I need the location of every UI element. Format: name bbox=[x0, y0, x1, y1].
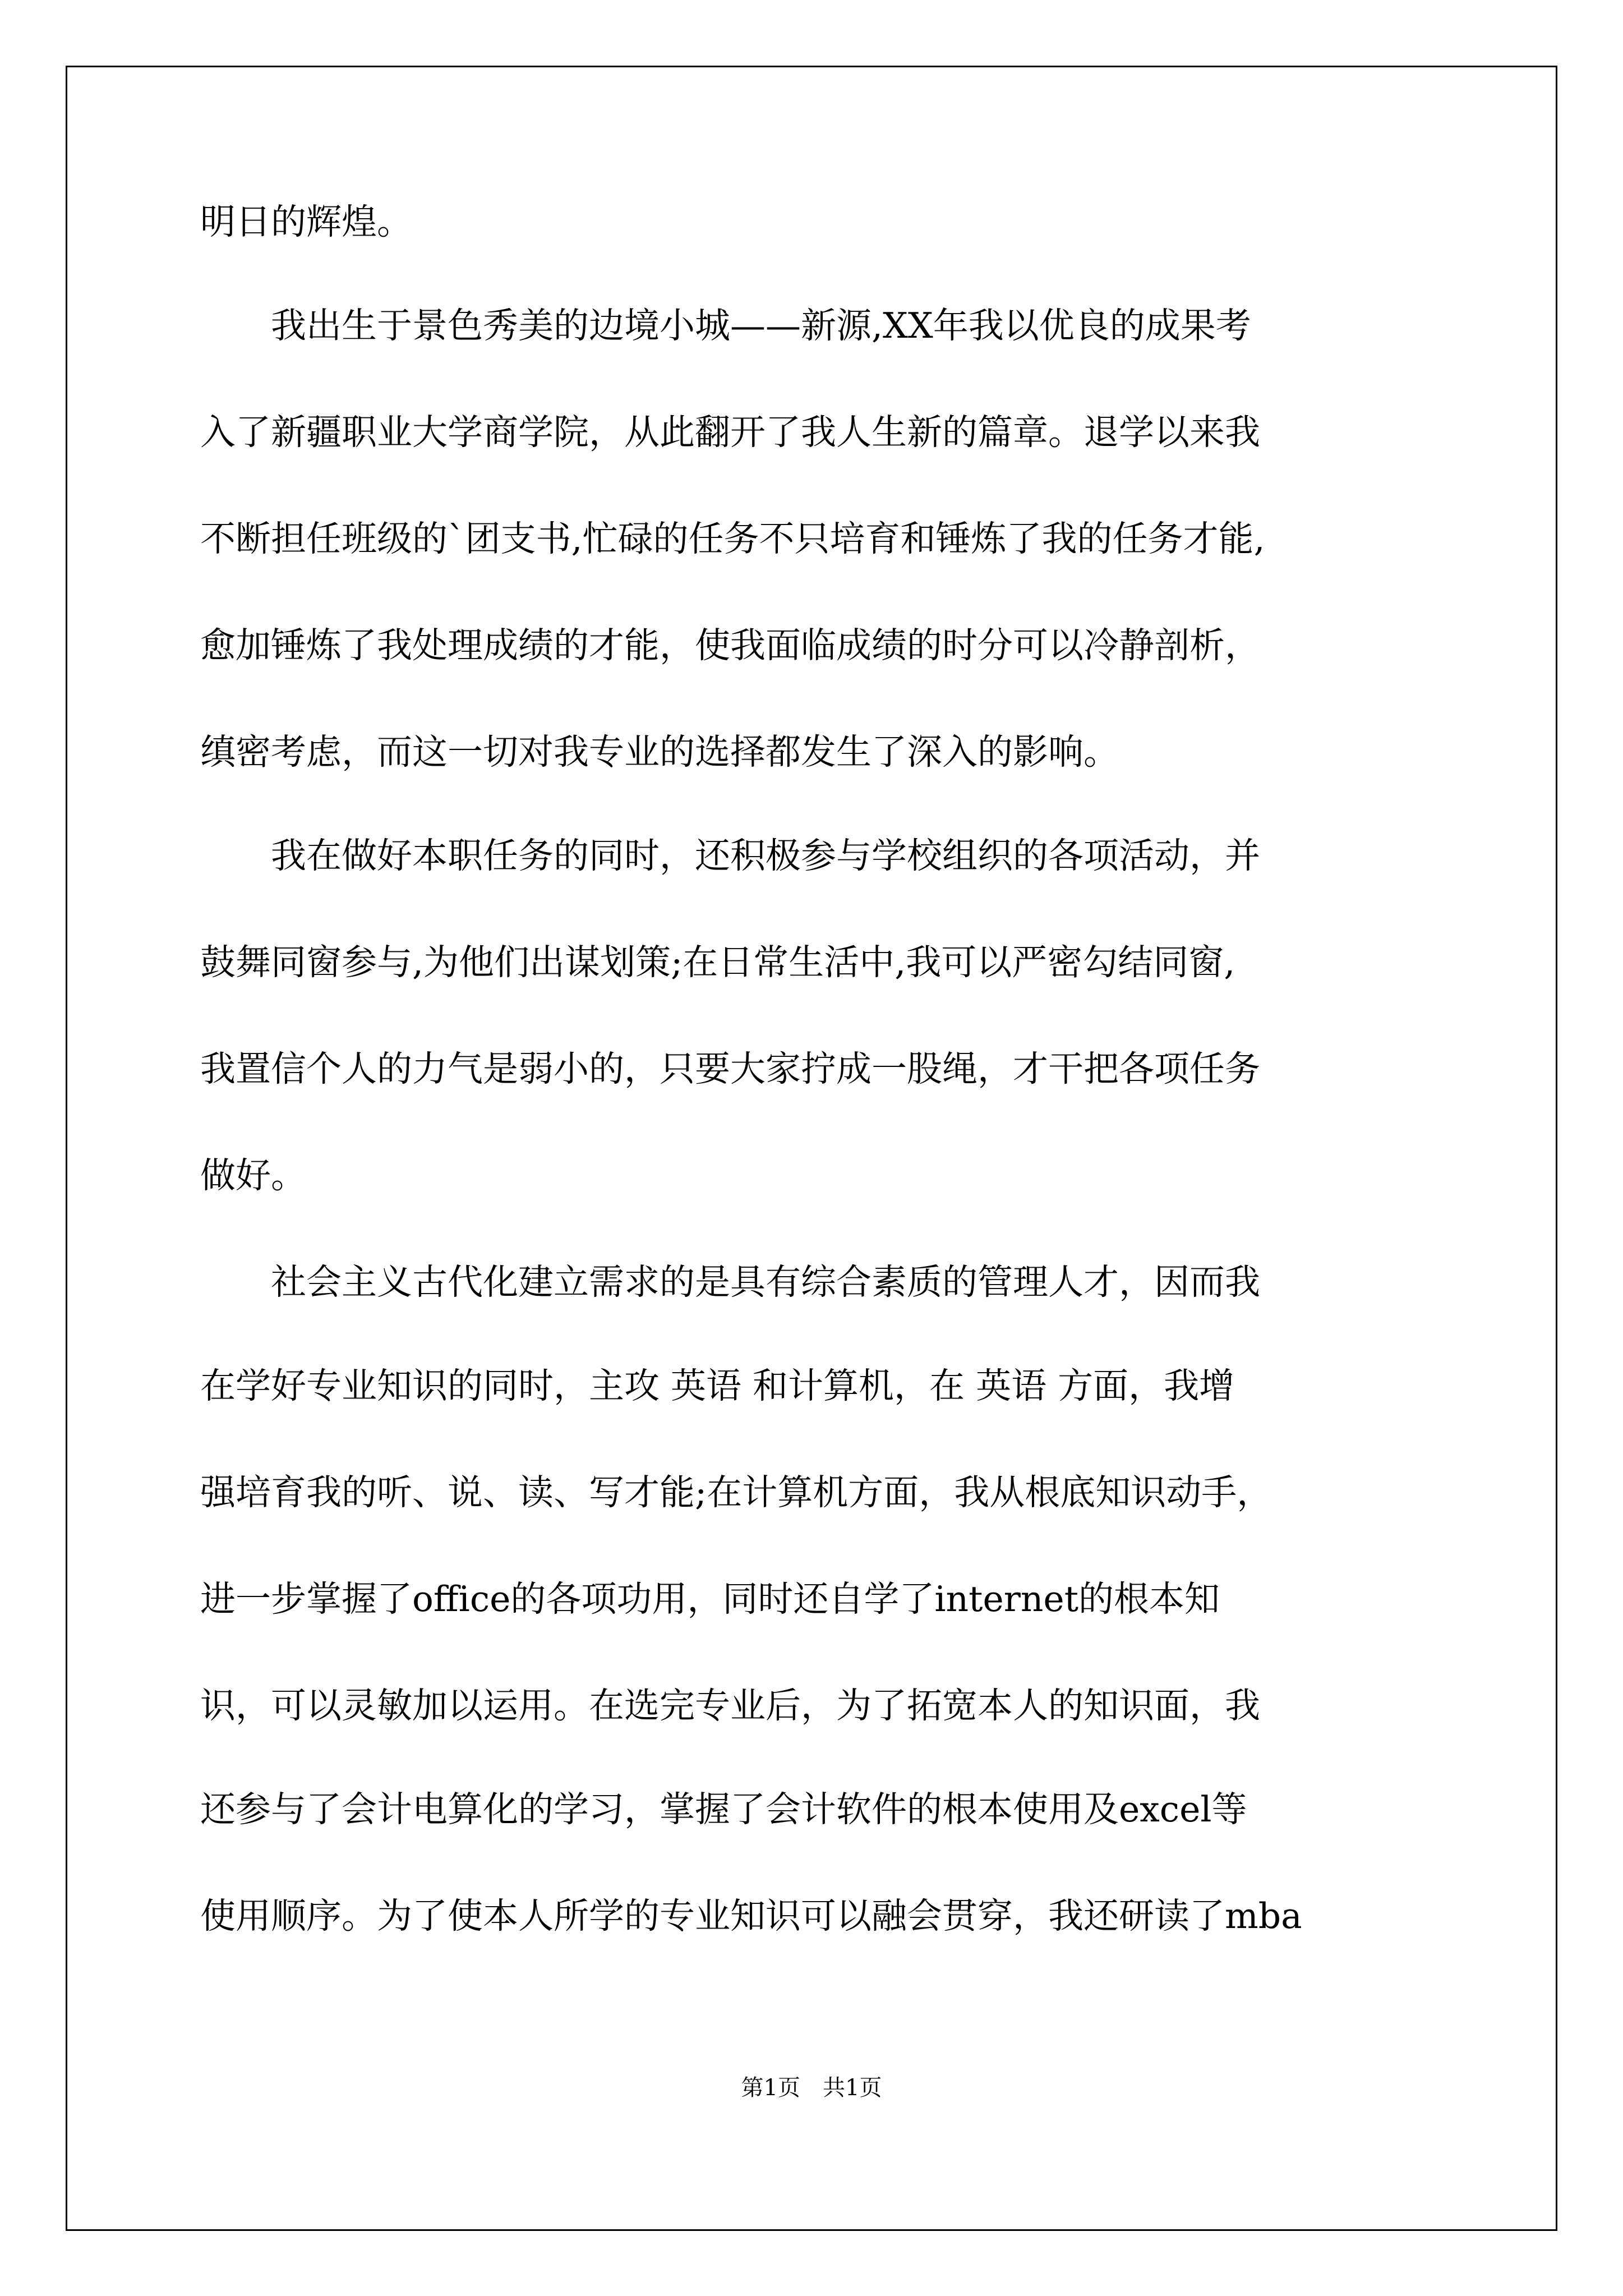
text-line: 缜密考虑，而这一切对我专业的选择都发生了深入的影响。 bbox=[200, 731, 1119, 772]
text-line: 识，可以灵敏加以运用。在选完专业后，为了拓宽本人的知识面，我 bbox=[200, 1685, 1260, 1726]
text-line: 愈加锤炼了我处理成绩的才能，使我面临成绩的时分可以冷静剖析， bbox=[200, 625, 1260, 666]
text-line: 我出生于景色秀美的边境小城——新源,XX年我以优良的成果考 bbox=[200, 305, 1251, 346]
text-line: 做好。 bbox=[200, 1155, 306, 1196]
text-line: 进一步掌握了office的各项功用，同时还自学了internet的根本知 bbox=[200, 1579, 1220, 1619]
text-line: 我在做好本职任务的同时，还积极参与学校组织的各项活动，并 bbox=[200, 835, 1260, 876]
page-number-footer: 第1页 共1页 bbox=[741, 2075, 882, 2101]
text-line: 使用顺序。为了使本人所学的专业知识可以融会贯穿，我还研读了mba bbox=[200, 1895, 1302, 1936]
text-line: 我置信个人的力气是弱小的，只要大家拧成一股绳，才干把各项任务 bbox=[200, 1048, 1260, 1089]
text-line: 不断担任班级的`团支书,忙碌的任务不只培育和锤炼了我的任务才能, bbox=[200, 518, 1265, 559]
text-line: 在学好专业知识的同时，主攻 英语 和计算机，在 英语 方面，我增 bbox=[200, 1365, 1235, 1406]
text-line: 入了新疆职业大学商学院，从此翻开了我人生新的篇章。退学以来我 bbox=[200, 412, 1260, 453]
text-line: 鼓舞同窗参与,为他们出谋划策;在日常生活中,我可以严密勾结同窗, bbox=[200, 942, 1235, 983]
text-line: 强培育我的听、说、读、写才能;在计算机方面，我从根底知识动手， bbox=[200, 1472, 1272, 1513]
text-line: 社会主义古代化建立需求的是具有综合素质的管理人才，因而我 bbox=[200, 1262, 1260, 1303]
text-line: 明日的辉煌。 bbox=[200, 201, 412, 242]
text-line: 还参与了会计电算化的学习，掌握了会计软件的根本使用及excel等 bbox=[200, 1789, 1247, 1830]
